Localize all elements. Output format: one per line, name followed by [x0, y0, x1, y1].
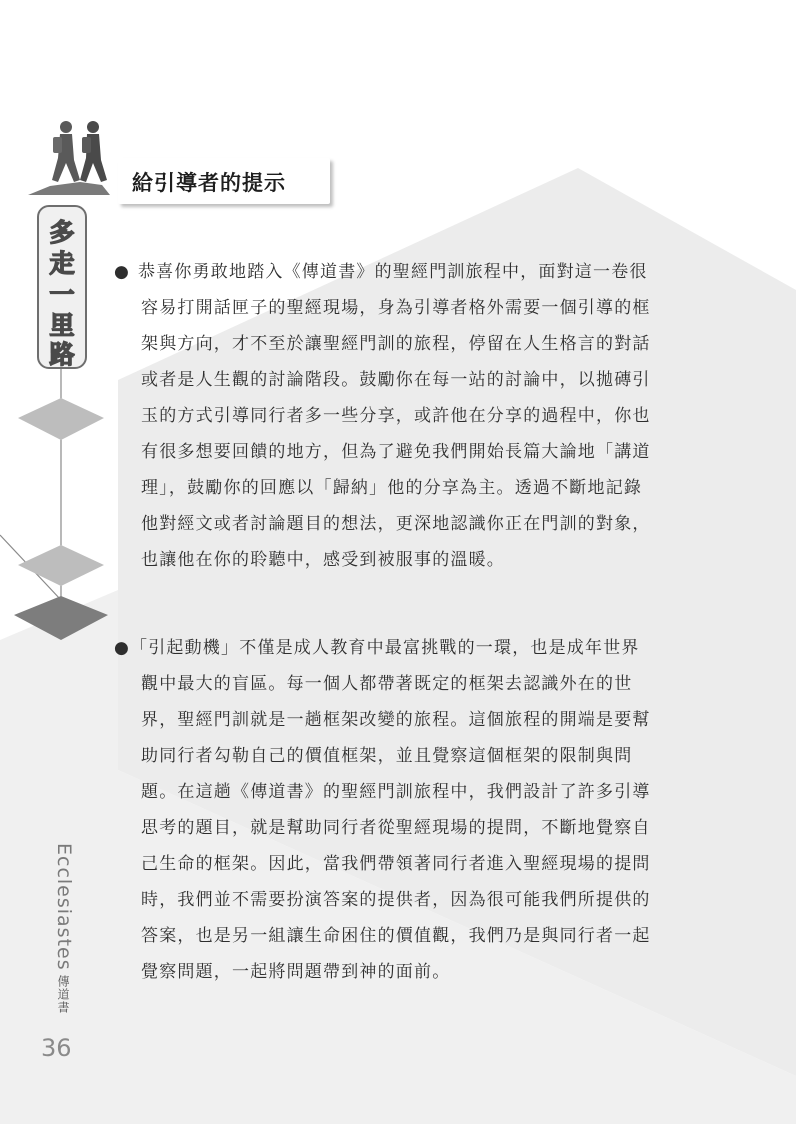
- paragraph-line: 覺察問題，一起將問題帶到神的面前。: [141, 962, 451, 982]
- book-name-chinese: 傳道書: [56, 975, 70, 1014]
- section-banner: [118, 158, 330, 204]
- paragraph-line: 容易打開話匣子的聖經現場，身為引導者格外需要一個引導的框: [141, 298, 651, 318]
- paragraph-line: 時，我們並不需要扮演答案的提供者，因為很可能我們所提供的: [141, 890, 651, 910]
- diamond-marker-2: [18, 545, 104, 586]
- section-title: 給引導者的提示: [132, 171, 286, 195]
- bullet-icon: ●: [114, 262, 131, 282]
- paragraph-line: 架與方向，才不至於讓聖經門訓的旅程，停留在人生格言的對話: [141, 334, 651, 354]
- paragraph-line: 觀中最大的盲區。每一個人都帶著既定的框架去認識外在的世: [141, 674, 633, 694]
- paragraph-line: 理」，鼓勵你的回應以「歸納」他的分享為主。透過不斷地記錄: [141, 478, 643, 498]
- tip-paragraph-2: [114, 630, 692, 990]
- chapter-tab-char: 多: [49, 218, 75, 247]
- paragraph-line: 助同行者勾勒自己的價值框架，並且覺察這個框架的限制與問: [141, 746, 633, 766]
- book-name-english: Ecclesiastes: [53, 843, 75, 971]
- chapter-tab: [37, 205, 87, 369]
- tip-paragraph-1: [114, 254, 692, 578]
- paragraph-line: 玉的方式引導同行者多一些分享，或許他在分享的過程中，你也: [141, 406, 651, 426]
- chapter-tab-char: 路: [49, 340, 75, 369]
- paragraph-line: 思考的題目，就是幫助同行者從聖經現場的提問，不斷地覺察自: [141, 818, 651, 838]
- hikers-illustration: [28, 121, 110, 195]
- paragraph-line: 界，聖經門訓就是一趟框架改變的旅程。這個旅程的開端是要幫: [141, 710, 651, 730]
- page-number: 36: [41, 1034, 72, 1062]
- paragraph-line: 答案，也是另一組讓生命困住的價值觀，我們乃是與同行者一起: [141, 926, 651, 946]
- paragraph-line: 「引起動機」不僅是成人教育中最富挑戰的一環，也是成年世界: [130, 638, 640, 658]
- chapter-tab-char: 里: [49, 311, 75, 340]
- paragraph-line: 也讓他在你的聆聽中，感受到被服事的溫暖。: [141, 550, 505, 570]
- diamond-marker-1: [18, 398, 104, 440]
- bullet-icon: ●: [114, 638, 131, 658]
- paragraph-line: 他對經文或者討論題目的想法，更深地認識你正在門訓的對象，: [141, 514, 651, 534]
- paragraph-line: 或者是人生觀的討論階段。鼓勵你在每一站的討論中，以拋磚引: [141, 370, 651, 390]
- chapter-tab-char: 一: [49, 280, 75, 309]
- paragraph-line: 有很多想要回饋的地方，但為了避免我們開始長篇大論地「講道: [141, 442, 651, 462]
- paragraph-line: 題。在這趟《傳道書》的聖經門訓旅程中，我們設計了許多引導: [141, 782, 651, 802]
- chapter-tab-char: 走: [49, 249, 75, 278]
- paragraph-line: 己生命的框架。因此，當我們帶領著同行者進入聖經現場的提問: [141, 854, 651, 874]
- paragraph-line: 恭喜你勇敢地踏入《傳道書》的聖經門訓旅程中，面對這一卷很: [138, 262, 648, 282]
